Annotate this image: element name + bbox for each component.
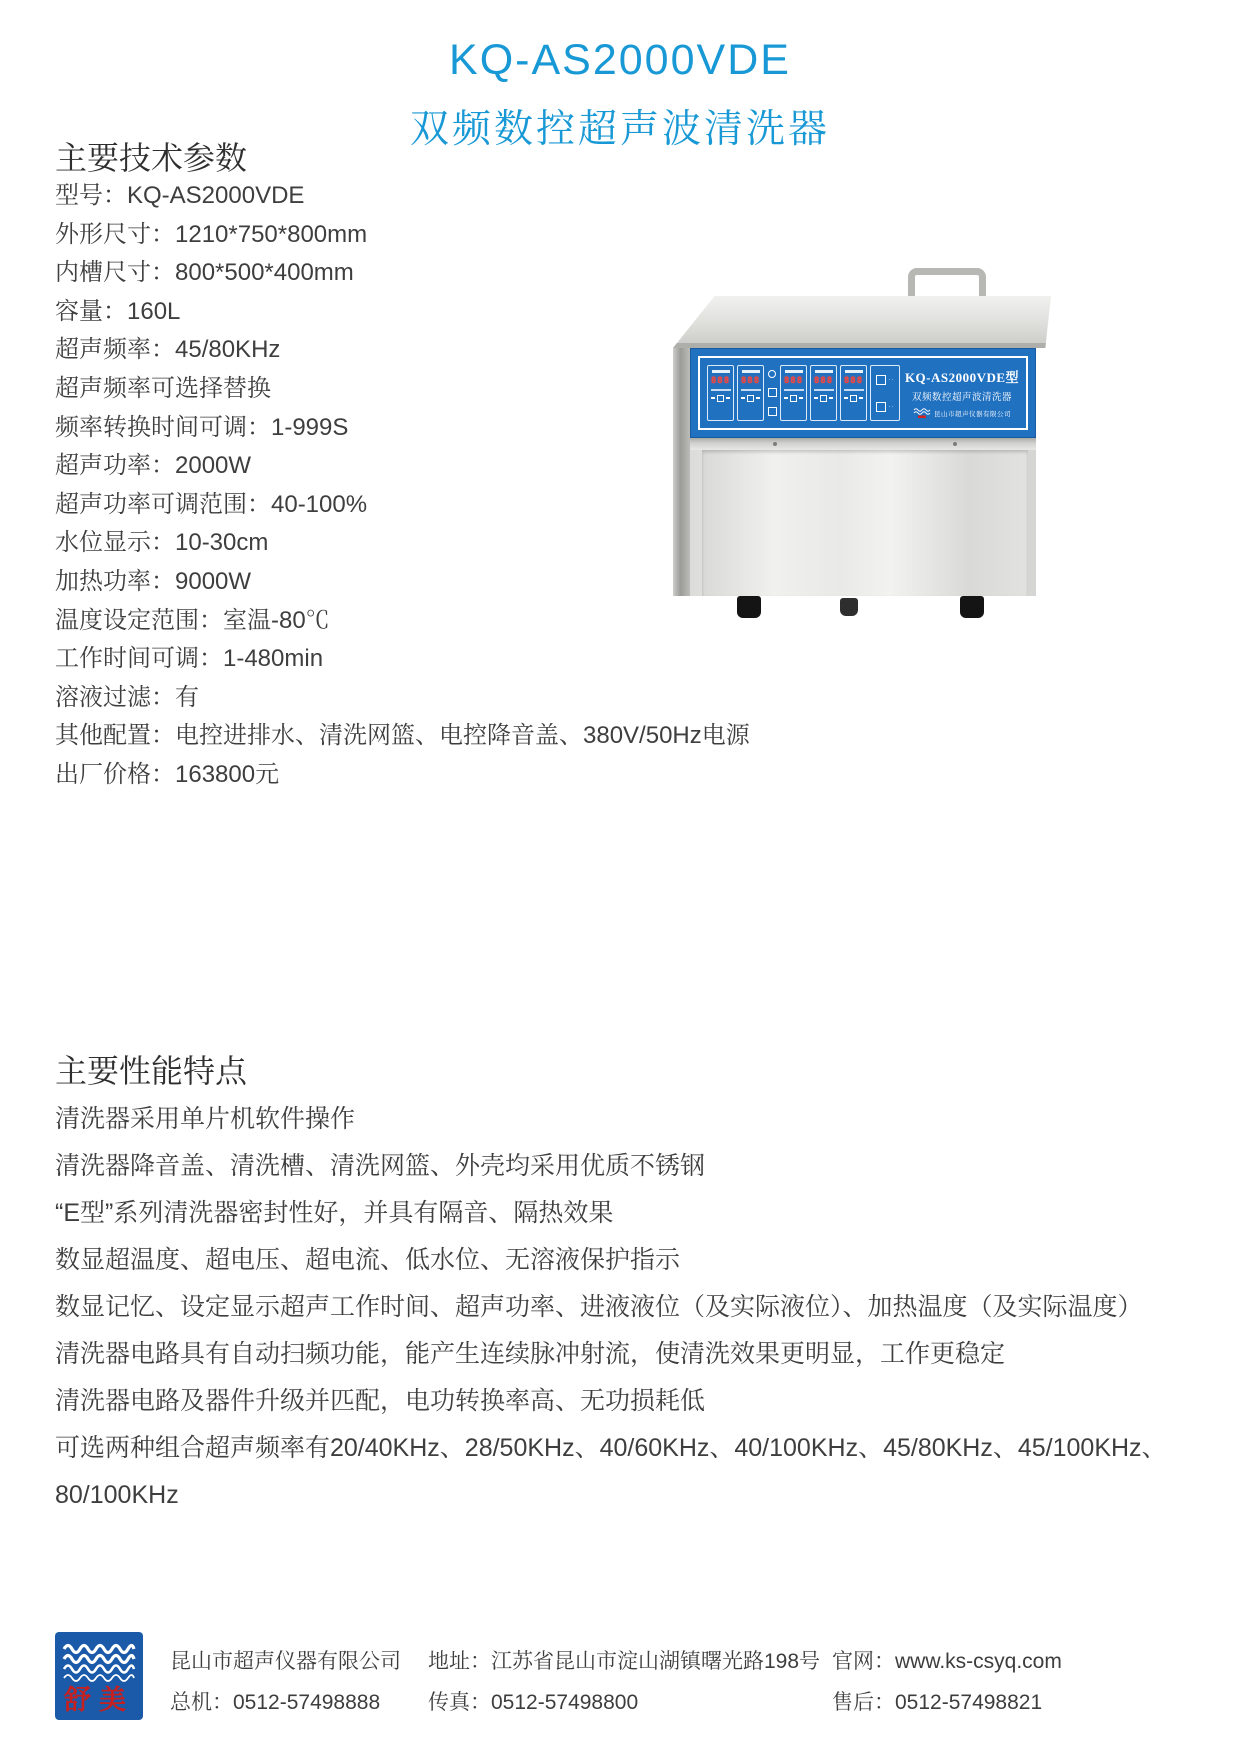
- control-panel-inner: [698, 356, 1028, 430]
- feature-item: 清洗器降音盖、清洗槽、清洗网篮、外壳均采用优质不锈钢: [55, 1152, 706, 1180]
- led-display-module: [840, 365, 867, 421]
- led-display-module: [707, 365, 734, 421]
- led-digits: 888: [813, 375, 834, 386]
- feature-item: “E型”系列清洗器密封性好，并具有隔音、隔热效果: [55, 1199, 614, 1227]
- spec-item: 内槽尺寸：800*500*400mm: [55, 259, 354, 287]
- panel-buttons: [841, 395, 866, 402]
- led-label-mark: [844, 389, 864, 391]
- footer-web-column: [832, 1641, 1062, 1723]
- panel-mini-buttons: [767, 365, 777, 421]
- led-digits: 888: [783, 375, 804, 386]
- led-label-mark: [815, 370, 833, 373]
- feature-item: 清洗器电路及器件升级并匹配，电功转换率高、无功损耗低: [55, 1387, 706, 1415]
- product-image: [655, 264, 1055, 618]
- product-model-title: KQ-AS2000VDE: [449, 36, 791, 84]
- feature-item: 数显记忆、设定显示超声工作时间、超声功率、进液液位（及实际液位）、加热温度（及实际温度）: [55, 1293, 1143, 1321]
- footer-company: 昆山市超声仪器有限公司: [170, 1650, 401, 1673]
- feature-item: 可选两种组合超声频率有20/40KHz、28/50KHz、40/60KHz、40/100KHz、45/80KHz、45/100KHz、80/100KHz: [55, 1434, 1167, 1509]
- led-display-module: [810, 365, 837, 421]
- footer-company-column: [170, 1641, 401, 1723]
- led-display-module: [737, 365, 764, 421]
- panel-buttons: [781, 395, 806, 402]
- feature-item: 清洗器采用单片机软件操作: [55, 1105, 356, 1133]
- machine-seam: [690, 438, 1036, 450]
- spec-item: 其他配置：电控进排水、清洗网篮、电控降音盖、380V/50Hz电源: [55, 722, 750, 750]
- led-label-mark: [785, 370, 803, 373]
- spec-item: 加热功率：9000W: [55, 567, 252, 595]
- footer-fax: 传真：0512-57498800: [428, 1691, 639, 1714]
- machine-left-side: [673, 348, 690, 596]
- led-label-mark: [711, 389, 731, 391]
- led-label-mark: [741, 389, 761, 391]
- led-label-mark: [784, 389, 804, 391]
- spec-item: 超声频率可选择替换: [55, 374, 271, 402]
- panel-switch-box: ·· ··: [870, 365, 900, 421]
- machine-front: [690, 348, 1036, 596]
- spec-item: 超声功率可调范围：40-100%: [55, 490, 368, 518]
- specs-heading: 主要技术参数: [55, 140, 248, 176]
- feature-list: [55, 1096, 1195, 1519]
- led-label-mark: [742, 370, 760, 373]
- features-heading: 主要性能特点: [55, 1053, 248, 1089]
- panel-buttons: [708, 395, 733, 402]
- panel-buttons: [738, 395, 763, 402]
- footer-after-sales: 售后：0512-57498821: [832, 1691, 1043, 1714]
- spec-item: 型号：KQ-AS2000VDE: [55, 182, 305, 209]
- spec-item: 温度设定范围：室温-80℃: [55, 606, 330, 634]
- machine-caster: [737, 596, 761, 618]
- spec-item: 频率转换时间可调：1-999S: [55, 413, 349, 441]
- machine-door-panel: [702, 450, 1028, 596]
- spec-item: 超声功率：2000W: [55, 452, 252, 480]
- led-label-mark: [845, 370, 863, 373]
- logo-text: 舒美: [64, 1685, 134, 1715]
- footer-phone: 总机：0512-57498888: [170, 1691, 381, 1714]
- led-display-module: [780, 365, 807, 421]
- machine-lid: [673, 296, 1051, 348]
- panel-product-name: 双频数控超声波清洗器: [911, 392, 1012, 403]
- led-digits: 888: [710, 375, 731, 386]
- spec-item: 容量：160L: [55, 297, 181, 325]
- machine-caster: [960, 596, 984, 618]
- panel-model-label: KQ-AS2000VDE型: [904, 370, 1020, 385]
- panel-buttons: [811, 395, 836, 402]
- panel-text-block: [903, 367, 1021, 419]
- company-logo: [55, 1632, 143, 1720]
- led-label-mark: [712, 370, 730, 373]
- footer-address: 地址：江苏省昆山市淀山湖镇曙光路198号: [428, 1650, 821, 1673]
- footer-address-column: [428, 1641, 820, 1723]
- product-name-title: 双频数控超声波清洗器: [409, 108, 830, 151]
- spec-item: 溶液过滤：有: [55, 683, 199, 711]
- led-label-mark: [814, 389, 834, 391]
- machine-caster: [840, 598, 858, 616]
- footer-website: 官网：www.ks-csyq.com: [832, 1650, 1062, 1673]
- led-digits: 888: [843, 375, 864, 386]
- feature-item: 清洗器电路具有自动扫频功能，能产生连续脉冲射流，使清洗效果更明显，工作更稳定: [55, 1340, 1006, 1368]
- spec-item: 外形尺寸：1210*750*800mm: [55, 220, 368, 248]
- panel-logo-icon: [913, 407, 931, 419]
- spec-item: 超声频率：45/80KHz: [55, 336, 281, 364]
- led-digits: 888: [740, 375, 761, 386]
- spec-list: [55, 177, 750, 795]
- panel-company-label: 昆山市超声仪器有限公司: [934, 410, 1011, 418]
- control-panel: [690, 348, 1036, 438]
- spec-item: 工作时间可调：1-480min: [55, 645, 324, 673]
- feature-item: 数显超温度、超电压、超电流、低水位、无溶液保护指示: [55, 1246, 681, 1274]
- spec-item: 水位显示：10-30cm: [55, 529, 269, 557]
- spec-item: 出厂价格：163800元: [55, 760, 280, 788]
